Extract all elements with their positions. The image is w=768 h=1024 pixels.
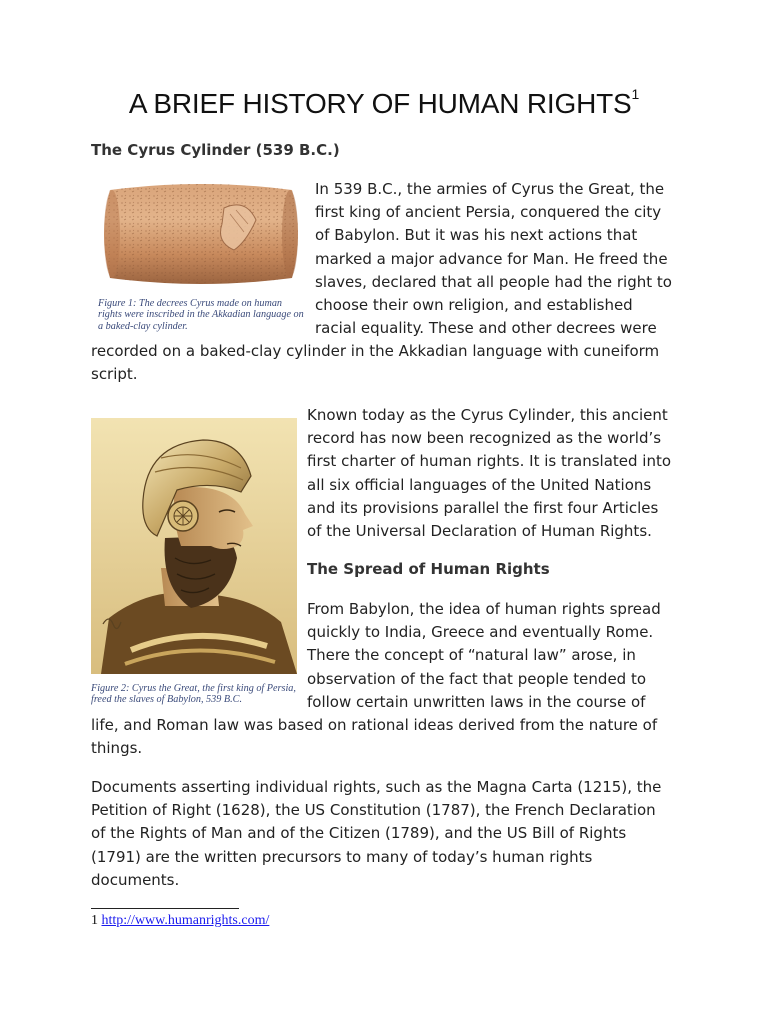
p2-line: first charter of human rights. It is translated into [307, 452, 672, 471]
p2-line: record has now been recognized as the world’s [307, 429, 662, 448]
cyrus-portrait-illustration [91, 418, 297, 674]
footnote-link[interactable]: http://www.humanrights.com/ [101, 913, 270, 928]
p4-line: Petition of Right (1628), the US Constitution (1787), the French Declaration [91, 801, 656, 820]
footnote-separator [91, 908, 239, 909]
paragraph-spread-of-rights [307, 598, 687, 714]
figure1-caption: Figure 1: The decrees Cyrus made on human rights were inscribed in the Akkadian language on a baked-clay cylinder. [98, 298, 304, 332]
p3-line: quickly to India, Greece and eventually Rome. [307, 623, 654, 642]
p3-full-line: life, and Roman law was based on rational ideas derived from the nature of [91, 716, 658, 734]
title-footnote-mark[interactable]: 1 [631, 85, 640, 102]
section-heading-spread: The Spread of Human Rights [307, 560, 550, 578]
p2-line: Known today as the Cyrus Cylinder, this ancient [307, 406, 668, 424]
p1-line: of Babylon. But it was his next actions that [315, 226, 638, 245]
figure2-caption: Figure 2: Cyrus the Great, the first king of Persia, freed the slaves of Babylon, 539 B.C. [91, 683, 296, 706]
footnote [91, 913, 269, 929]
figure-cyrus-portrait-image [91, 418, 297, 674]
section-heading-cyrus-cylinder: The Cyrus Cylinder (539 B.C.) [91, 141, 340, 159]
paragraph-cyrus-conquest-continued [91, 340, 691, 386]
paragraph-cyrus-cylinder-record [307, 404, 687, 543]
p3-line: There the concept of “natural law” arose, in [307, 646, 636, 665]
figure-cyrus-cylinder-image [96, 180, 304, 288]
p1-line: marked a major advance for Man. He freed the [315, 249, 668, 268]
p1-line: In 539 B.C., the armies of Cyrus the Great, the [315, 180, 665, 198]
paragraph-documents [91, 776, 691, 892]
cyrus-cylinder-illustration [96, 180, 304, 288]
p3-line: From Babylon, the idea of human rights spread [307, 600, 661, 618]
p1-line: slaves, declared that all people had the right to [315, 272, 672, 291]
p4-line: (1791) are the written precursors to many of today’s human rights [91, 847, 593, 866]
p1-line: choose their own religion, and established [315, 296, 633, 315]
p1-line: first king of ancient Persia, conquered the city [315, 203, 662, 222]
p4-line: documents. [91, 870, 180, 889]
paragraph-spread-of-rights-continued [91, 714, 691, 760]
page-title: A BRIEF HISTORY OF HUMAN RIGHTS$^1$ [128, 85, 640, 119]
p2-line: all six official languages of the United Nations [307, 475, 652, 494]
p3-full-line: things. [91, 739, 143, 758]
p4-line: of the Rights of Man and of the Citizen (1789), and the US Bill of Rights [91, 824, 627, 843]
p2-line: of the Universal Declaration of Human Rights. [307, 522, 652, 541]
paragraph-cyrus-conquest [315, 178, 695, 340]
p3-line: follow certain unwritten laws in the course of [307, 692, 646, 711]
footnote-number: 1 [91, 913, 98, 928]
p1-full-line: recorded on a baked-clay cylinder in the Akkadian language with cuneiform [91, 342, 660, 360]
p1-full-line: script. [91, 365, 138, 384]
p1-line: racial equality. These and other decrees were [315, 319, 657, 338]
p3-line: observation of the fact that people tended to [307, 669, 647, 688]
p2-line: and its provisions parallel the first four Articles [307, 498, 659, 517]
p4-line: Documents asserting individual rights, such as the Magna Carta (1215), the [91, 778, 662, 796]
